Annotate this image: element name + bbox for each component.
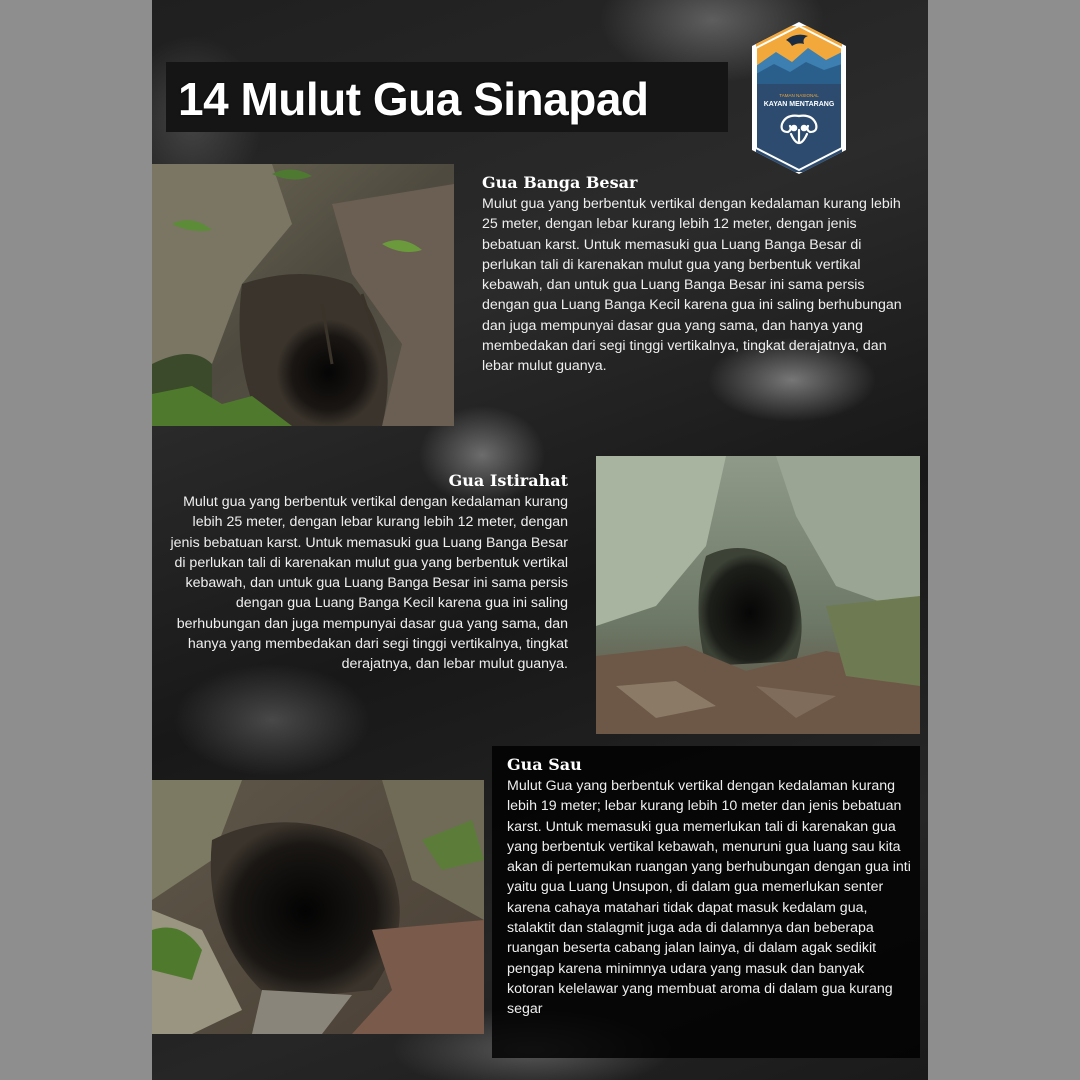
section-heading: Gua Banga Besar (482, 173, 638, 192)
section-gua-sau (507, 754, 912, 1020)
section-heading: Gua Istirahat (448, 471, 568, 490)
kayan-mentarang-logo (746, 18, 852, 178)
photo-gua-banga-besar (152, 164, 454, 426)
section-heading: Gua Sau (507, 755, 582, 774)
logo-line1: TAMAN NASIONAL (779, 93, 819, 98)
page-title: 14 Mulut Gua Sinapad (178, 73, 649, 125)
section-gua-banga-besar (482, 172, 914, 377)
section-body: Mulut Gua yang berbentuk vertikal dengan kedalaman kurang lebih 19 meter; lebar kurang lebih 10 meter dan jenis bebatuan karst. Untuk memasuki gua memerlukan tali di karenakan gua yang berbentuk vertikal kebawah, menuruni gua luang sau kita akan di pertemukan ruangan yang berhubungan dengan gua inti yaitu gua Luang Unsupon, di dalam gua memerlukan senter karena cahaya matahari tidak dapat masuk kedalam gua, stalaktit dan stalagmit juga ada di dalamnya dan beberapa ruangan beserta cabang jalan lainya, di dalam agak sedikit pengap karena minimnya udara yang masuk dan banyak kotoran kelelawar yang membuat aroma di dalam gua kurang segar (507, 778, 911, 1018)
section-body: Mulut gua yang berbentuk vertikal dengan kedalaman kurang lebih 25 meter, dengan lebar kurang lebih 12 meter, dengan jenis bebatuan karst. Untuk memasuki gua Luang Banga Besar di perlukan tali di karenakan mulut gua yang berbentuk vertikal kebawah, dan untuk gua Luang Banga Besar ini sama persis dengan gua Luang Banga Kecil karena gua ini saling berhubungan dan juga mempunyai dasar gua yang sama, dan hanya yang membedakan dari segi tinggi vertikalnya, tingkat derajatnya, dan lebar mulut guanya. (482, 196, 902, 375)
photo-gua-istirahat (596, 456, 920, 734)
section-body: Mulut gua yang berbentuk vertikal dengan kedalaman kurang lebih 25 meter, dengan lebar kurang lebih 12 meter, dengan jenis bebatuan karst. Untuk memasuki gua Luang Banga Besar di perlukan tali di karenakan mulut gua yang berbentuk vertikal kebawah, dan untuk gua Luang Banga Besar ini sama persis dengan gua Luang Banga Kecil karena gua ini saling berhubungan dan juga mempunyai dasar gua yang sama, dan hanya yang membedakan dari segi tinggi vertikalnya, tingkat derajatnya, dan lebar mulut guanya. (170, 494, 568, 673)
section-gua-istirahat (166, 470, 568, 675)
photo-gua-sau (152, 780, 484, 1034)
logo-line2: KAYAN MENTARANG (763, 101, 835, 108)
poster (152, 0, 928, 1080)
